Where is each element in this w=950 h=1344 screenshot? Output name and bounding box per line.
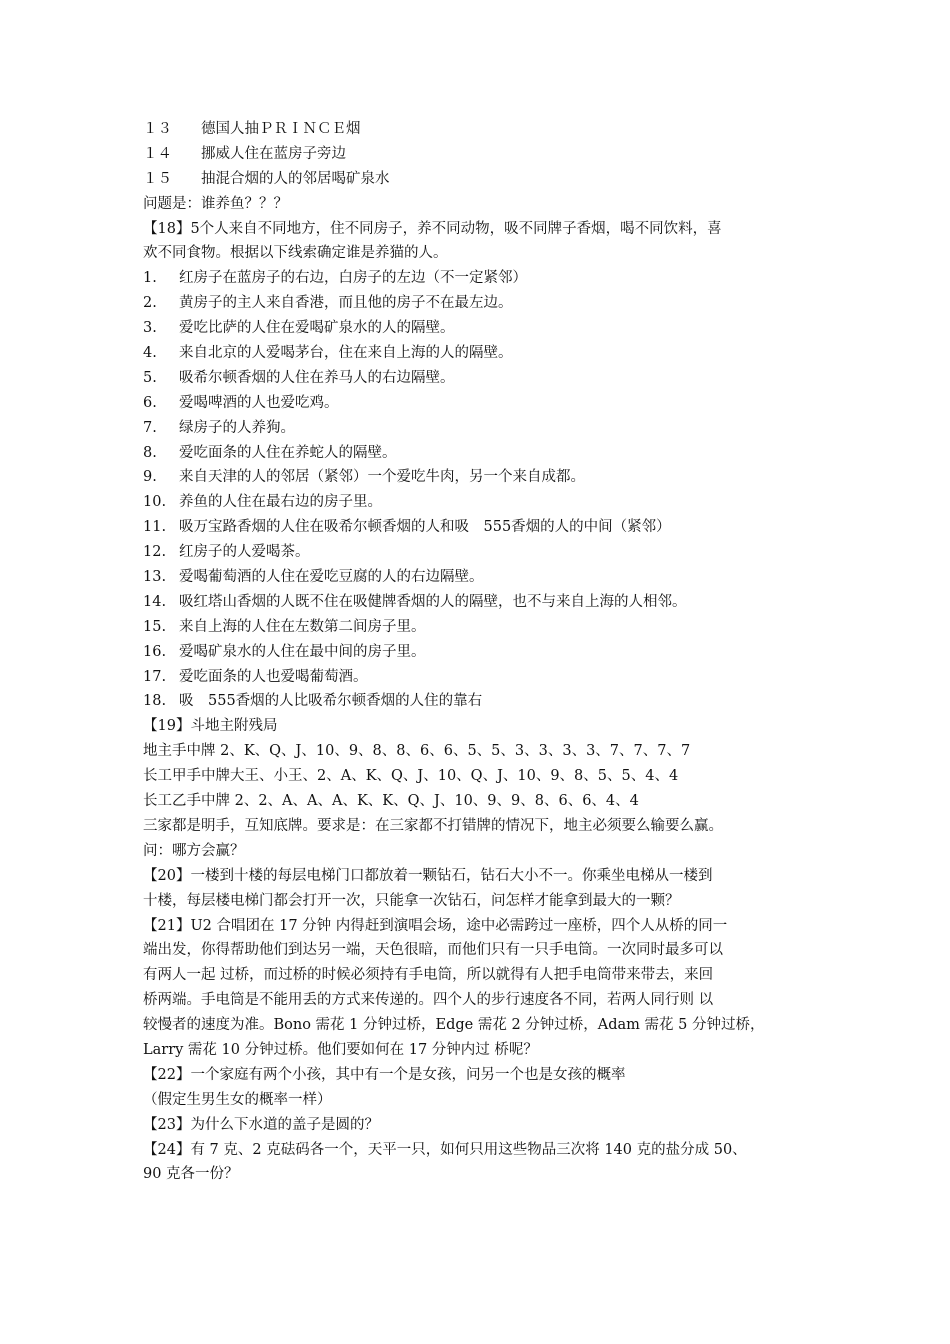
clue-number: １５: [143, 170, 172, 187]
clue-number: 8.: [143, 444, 157, 461]
list-item: [143, 640, 813, 665]
clue-text: 爱吃面条的人也爱喝葡萄酒。: [179, 668, 368, 685]
list-item: [143, 291, 813, 316]
clue-number: 11.: [143, 519, 167, 536]
q18-clue-list: [143, 266, 813, 714]
clue-number: 7.: [143, 419, 157, 436]
clue-number: 17.: [143, 668, 167, 685]
clue-number: 16.: [143, 643, 167, 660]
q21-line-5: 较慢者的速度为准。Bono 需花 1 分钟过桥，Edge 需花 2 分钟过桥，Adam 需花 5 分钟过桥，: [143, 1017, 765, 1034]
clue-text: 德国人抽ＰＲＩＮＣＥ烟: [201, 121, 361, 137]
list-item: [143, 391, 813, 416]
list-item: [143, 540, 813, 565]
clue-number: 6.: [143, 394, 157, 411]
clue-number: 2.: [143, 295, 157, 312]
list-item: [143, 316, 813, 341]
clue-text: 抽混合烟的人的邻居喝矿泉水: [201, 170, 390, 187]
clue-text: 爱吃面条的人住在养蛇人的隔壁。: [179, 444, 397, 461]
clue-number: 14.: [143, 593, 167, 610]
list-item: [143, 615, 813, 640]
clue-number: 4.: [143, 345, 157, 362]
clue-text: 红房子的人爱喝茶。: [179, 544, 310, 561]
clue-text: 吸万宝路香烟的人住在吸希尔顿香烟的人和吸 555香烟的人的中间（紧邻）: [179, 519, 671, 536]
list-item: [143, 341, 813, 366]
clue-text: 吸 555香烟的人比吸希尔顿香烟的人住的靠右: [179, 693, 483, 710]
q19-desc-line-2: 问：哪方会赢？: [143, 842, 245, 859]
q22-line-2: （假定生男生女的概率一样）: [143, 1091, 332, 1108]
list-item: [143, 266, 813, 291]
clue-text: 来自上海的人住在左数第二间房子里。: [179, 618, 426, 635]
list-item: [143, 441, 813, 466]
q24-line-1: 【24】有 7 克、2 克砝码各一个，天平一只，如何只用这些物品三次将 140 克的盐分成 50、: [143, 1141, 747, 1158]
q23-line: 【23】为什么下水道的盖子是圆的？: [143, 1116, 379, 1133]
q22-line-1: 【22】一个家庭有两个小孩，其中有一个是女孩，问另一个也是女孩的概率: [143, 1066, 626, 1083]
list-item: [143, 565, 813, 590]
puzzle-clue-15: [143, 167, 813, 192]
list-item: [143, 465, 813, 490]
clue-number: 9.: [143, 469, 157, 486]
q19-hand-landlord: 地主手中牌 2、K、Q、J、10、9、8、8、6、6、5、5、3、3、3、3、7、7、7、7: [143, 743, 691, 760]
clue-text: 绿房子的人养狗。: [179, 419, 295, 436]
q21-line-2: 端出发，你得帮助他们到达另一端，天色很暗，而他们只有一只手电筒。一次同时最多可以: [143, 942, 723, 959]
list-item: [143, 366, 813, 391]
clue-number: 1.: [143, 270, 157, 287]
clue-number: 18.: [143, 693, 167, 710]
clue-number: 12.: [143, 544, 167, 561]
clue-number: 13.: [143, 569, 167, 586]
q19-title: 【19】斗地主附残局: [143, 718, 278, 735]
clue-text: 爱喝矿泉水的人住在最中间的房子里。: [179, 643, 426, 660]
clue-number: １４: [143, 145, 172, 162]
q20-line-1: 【20】一楼到十楼的每层电梯门口都放着一颗钻石，钻石大小不一。你乘坐电梯从一楼到: [143, 867, 713, 884]
puzzle-question: 问题是：谁养鱼？？？: [143, 195, 288, 212]
q21-line-3: 有两人一起 过桥，而过桥的时候必须持有手电筒，所以就得有人把手电筒带来带去，来回: [143, 967, 714, 984]
puzzle-clue-13: [143, 117, 813, 142]
q24-line-2: 90 克各一份？: [143, 1166, 239, 1183]
clue-text: 爱喝啤酒的人也爱吃鸡。: [179, 394, 339, 411]
clue-text: 挪威人住在蓝房子旁边: [201, 145, 346, 162]
clue-text: 吸红塔山香烟的人既不住在吸健牌香烟的人的隔壁，也不与来自上海的人相邻。: [179, 593, 687, 610]
list-item: [143, 515, 813, 540]
q19-hand-worker-b: 长工乙手中牌 2、2、A、A、A、K、K、Q、J、10、9、9、8、6、6、4、4: [143, 793, 639, 810]
list-item: [143, 490, 813, 515]
q18-intro-line-2: 欢不同食物。根据以下线索确定谁是养猫的人。: [143, 245, 448, 262]
clue-text: 来自天津的人的邻居（紧邻）一个爱吃牛肉，另一个来自成都。: [179, 469, 585, 486]
clue-text: 养鱼的人住在最右边的房子里。: [179, 494, 382, 511]
q21-line-4: 桥两端。手电筒是不能用丢的方式来传递的。四个人的步行速度各不同，若两人同行则 以: [143, 992, 714, 1009]
clue-number: 10.: [143, 494, 167, 511]
q21-line-6: Larry 需花 10 分钟过桥。他们要如何在 17 分钟内过 桥呢？: [143, 1041, 538, 1058]
clue-text: 红房子在蓝房子的右边，白房子的左边（不一定紧邻）: [179, 270, 527, 287]
clue-text: 爱吃比萨的人住在爱喝矿泉水的人的隔壁。: [179, 320, 455, 337]
clue-number: １３: [143, 121, 172, 137]
list-item: [143, 689, 813, 714]
q20-line-2: 十楼，每层楼电梯门都会打开一次，只能拿一次钻石，问怎样才能拿到最大的一颗？: [143, 892, 680, 909]
document-page: [143, 117, 813, 1187]
clue-number: 3.: [143, 320, 157, 337]
clue-text: 黄房子的主人来自香港，而且他的房子不在最左边。: [179, 295, 513, 312]
puzzle-clue-14: [143, 142, 813, 167]
list-item: [143, 665, 813, 690]
q21-line-1: 【21】U2 合唱团在 17 分钟 内得赶到演唱会场，途中必需跨过一座桥，四个人从桥的同一: [143, 917, 728, 934]
clue-text: 吸希尔顿香烟的人住在养马人的右边隔壁。: [179, 369, 455, 386]
q19-hand-worker-a: 长工甲手中牌大王、小王、2、A、K、Q、J、10、Q、J、10、9、8、5、5、4、4: [143, 768, 679, 785]
q19-desc-line-1: 三家都是明手，互知底牌。要求是：在三家都不打错牌的情况下，地主必须要么输要么赢。: [143, 817, 723, 834]
list-item: [143, 416, 813, 441]
clue-text: 来自北京的人爱喝茅台，住在来自上海的人的隔壁。: [179, 345, 513, 362]
clue-text: 爱喝葡萄酒的人住在爱吃豆腐的人的右边隔壁。: [179, 569, 484, 586]
clue-number: 15.: [143, 618, 167, 635]
q18-intro-line-1: 【18】5个人来自不同地方，住不同房子，养不同动物，吸不同牌子香烟，喝不同饮料，喜: [143, 220, 722, 237]
list-item: [143, 590, 813, 615]
clue-number: 5.: [143, 369, 157, 386]
